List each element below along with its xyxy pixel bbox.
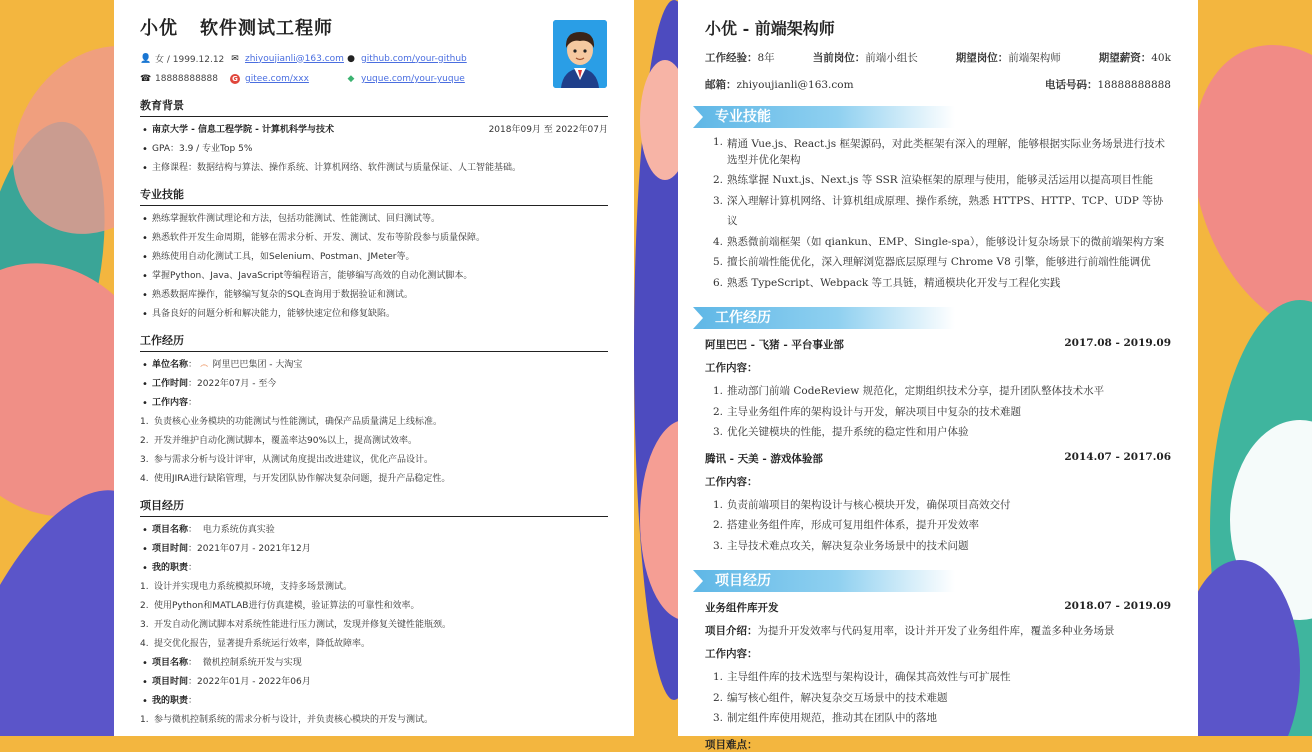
- job-item: 3. 主导技术难点攻关，解决复杂业务场景中的技术问题: [713, 539, 969, 552]
- skill-item: • 掌握Python、Java、JavaScript等编程语言，能够编写高效的自动化测试脚本。: [140, 267, 608, 286]
- skill-item: • 熟练使用自动化测试工具，如Selenium、Postman、JMeter等。: [140, 248, 608, 267]
- skill-item: • 熟悉数据库操作，能够编写复杂的SQL查询用于数据验证和测试。: [140, 286, 608, 305]
- job-item: 3. 优化关键模块的性能，提升系统的稳定性和用户体验: [713, 426, 969, 438]
- project-items: [705, 667, 1171, 729]
- project-item: 3. 制定组件库使用规范，推动其在团队中的落地: [713, 712, 937, 724]
- project-content-label: 工作内容：: [705, 648, 758, 660]
- project-section-header: 项目经历: [693, 570, 955, 592]
- skill-item: 5. 擅长前端性能优化，深入理解浏览器底层原理与 Chrome V8 引擎，能够进行前端性能调优: [713, 256, 1151, 268]
- skill-item: • 熟悉软件开发生命周期，能够在需求分析、开发、测试、发布等阶段参与质量保障。: [140, 229, 608, 248]
- skills-section: [140, 186, 608, 324]
- skills-section-header: 专业技能: [693, 106, 955, 128]
- project-intro: 项目介绍：为提升开发效率与代码复用率，设计并开发了业务组件库，覆盖多种业务场景: [705, 625, 1115, 637]
- person-icon: 👤: [140, 53, 152, 64]
- work-section-header: 工作经历: [693, 307, 955, 329]
- contact-gender-birth: 👤 女 / 1999.12.12: [140, 53, 225, 65]
- project-item: 1. 主导组件库的技术选型与架构设计，确保其高效性与可扩展性: [713, 671, 1011, 683]
- project-name-row: • 项目名称： 微机控制系统开发与实现: [140, 654, 608, 673]
- work-heading: 工作经历: [140, 332, 608, 352]
- project-item: 2. 使用Python和MATLAB进行仿真建模，验证算法的可靠性和效率。: [140, 601, 420, 611]
- project-difficulty-label: 项目难点：: [705, 738, 758, 751]
- project-name: 微机控制系统开发与实现: [202, 658, 302, 668]
- education-heading: 教育背景: [140, 97, 608, 117]
- education-courses: • 主修课程：数据结构与算法、操作系统、计算机网络、软件测试与质量保证、人工智能基础。: [140, 159, 608, 178]
- job-item: 2. 主导业务组件库的架构设计与开发，解决项目中复杂的技术难题: [713, 405, 1021, 418]
- project-time: 2021年07月 - 2021年12月: [197, 544, 311, 554]
- skill-item: • 熟练掌握软件测试理论和方法，包括功能测试、性能测试、回归测试等。: [140, 210, 608, 229]
- job-item: 1. 负责前端项目的架构设计与核心模块开发，确保项目高效交付: [713, 498, 1011, 511]
- work-company: 阿里巴巴集团 - 大淘宝: [212, 360, 303, 370]
- project-header: 业务组件库开发 2018.07 - 2019.09: [705, 600, 1171, 614]
- work-item: 4. 使用JIRA进行缺陷管理，与开发团队协作解决复杂问题，提升产品稳定性。: [140, 474, 451, 484]
- job-items: [705, 381, 1171, 443]
- contact-gitee[interactable]: G gitee.com/xxx: [230, 74, 346, 84]
- taobao-logo-icon: ෴: [199, 360, 209, 370]
- candidate-role: 软件测试工程师: [200, 18, 333, 39]
- skill-item: 2. 熟练掌握 Nuxt.js、Next.js 等 SSR 渲染框架的原理与使用，能够灵活运用以提高项目性能: [713, 174, 1154, 186]
- job-header: 阿里巴巴 - 飞猪 - 平台事业部 2017.08 - 2019.09: [705, 337, 1171, 351]
- yuque-icon: ◆: [347, 74, 355, 84]
- job-item: 2. 搭建业务组件库，形成可复用组件体系，提升开发效率: [713, 519, 979, 531]
- education-section: [140, 97, 608, 178]
- project-name: 电力系统仿真实验: [202, 525, 275, 535]
- resume-page-right: [678, 0, 1198, 751]
- resume-title: 小优 - 前端架构师: [705, 19, 835, 38]
- work-time-row: • 工作时间：2022年07月 - 至今: [140, 375, 608, 394]
- contact-yuque[interactable]: ◆ yuque.com/your-yuque: [347, 74, 465, 84]
- resume-page-left: [114, 0, 634, 736]
- education-school: • 南京大学 - 信息工程学院 - 计算机科学与技术: [152, 125, 335, 135]
- work-item: 1. 负责核心业务模块的功能测试与性能测试，确保产品质量满足上线标准。: [140, 417, 443, 427]
- resume-header: [140, 14, 608, 40]
- candidate-name: 小优: [140, 18, 178, 39]
- project-item: 2. 编写核心组件，解决复杂交互场景中的技术难题: [713, 691, 948, 704]
- education-school-row: [140, 121, 608, 140]
- project-item: 4. 提交优化报告，显著提升系统运行效率，降低故障率。: [140, 639, 371, 649]
- project-time-row: • 项目时间：2022年01月 - 2022年06月: [140, 673, 608, 692]
- job-content-label: 工作内容：: [705, 362, 758, 374]
- gitee-icon: G: [230, 74, 240, 84]
- project-duty-label: • 我的职责：: [140, 559, 608, 578]
- info-expected-position: 期望岗位：前端架构师: [955, 52, 1061, 64]
- job-items: [705, 495, 1171, 557]
- skill-item: 3. 深入理解计算机网络、计算机组成原理、操作系统，熟悉 HTTPS、HTTP、TCP、UDP 等协议: [713, 194, 1164, 227]
- info-experience: 工作经验：8年: [705, 52, 775, 64]
- contact-grid: [140, 52, 540, 84]
- contact-row: [705, 77, 1171, 92]
- project-duty-label: • 我的职责：: [140, 692, 608, 711]
- projects-heading: 项目经历: [140, 497, 608, 517]
- skills-heading: 专业技能: [140, 186, 608, 206]
- skill-item: 6. 熟悉 TypeScript、Webpack 等工具链，精通模块化开发与工程化实践: [713, 276, 1061, 289]
- education-gpa: • GPA：3.9 / 专业Top 5%: [140, 140, 608, 159]
- job-item: 1. 推动部门前端 CodeReview 规范化，定期组织技术分享，提升团队整体技术水平: [713, 385, 1105, 397]
- phone-icon: ☎: [140, 74, 152, 84]
- github-icon: ●: [347, 53, 355, 64]
- contact-github[interactable]: ● github.com/your-github: [347, 53, 467, 64]
- avatar: [553, 20, 607, 88]
- skill-item: • 具备良好的问题分析和解决能力，能够快速定位和修复缺陷。: [140, 305, 608, 324]
- project-time-row: • 项目时间：2021年07月 - 2021年12月: [140, 540, 608, 559]
- project-item: 1. 参与微机控制系统的需求分析与设计，并负责核心模块的开发与测试。: [140, 715, 434, 725]
- info-phone: 电话号码：18888888888: [1045, 79, 1171, 91]
- info-expected-salary: 期望薪资：40k: [1098, 52, 1171, 64]
- projects-section: [140, 497, 608, 730]
- work-company-row: • 单位名称： ෴ 阿里巴巴集团 - 大淘宝: [140, 356, 608, 375]
- mail-icon: ✉: [231, 53, 239, 64]
- contact-email[interactable]: ✉ zhiyoujianli@163.com: [231, 53, 344, 64]
- skills-list: [705, 134, 1171, 293]
- work-content-label: • 工作内容：: [140, 394, 608, 413]
- contact-phone: ☎ 18888888888: [140, 74, 218, 84]
- info-email: 邮箱：zhiyoujianli@163.com: [705, 79, 854, 91]
- project-time: 2022年01月 - 2022年06月: [197, 677, 311, 687]
- project-item: 3. 开发自动化测试脚本对系统性能进行压力测试，发现并修复关键性能瓶颈。: [140, 620, 452, 630]
- skill-item: 4. 熟悉微前端框架（如 qiankun、EMP、Single-spa），能够设计复杂场景下的微前端架构方案: [713, 235, 1165, 248]
- work-section: [140, 332, 608, 489]
- education-period: 2018年09月 至 2022年07月: [488, 125, 608, 135]
- info-current-position: 当前岗位：前端小组长: [812, 52, 918, 64]
- skill-item: 1. 精通 Vue.js、React.js 框架源码，对此类框架有深入的理解，能够根据实际业务场景进行技术选型并优化架构: [713, 136, 1166, 166]
- job-content-label: 工作内容：: [705, 475, 758, 488]
- work-item: 3. 参与需求分析与设计评审，从测试角度提出改进建议，优化产品设计。: [140, 455, 434, 465]
- info-row: [705, 50, 1171, 65]
- job-header: 腾讯 - 天美 - 游戏体验部 2014.07 - 2017.06: [705, 450, 1171, 465]
- project-name-row: • 项目名称： 电力系统仿真实验: [140, 521, 608, 540]
- work-time: 2022年07月 - 至今: [197, 379, 277, 389]
- work-item: 2. 开发并维护自动化测试脚本，覆盖率达90%以上，提高测试效率。: [140, 436, 418, 446]
- project-item: 1. 设计并实现电力系统模拟环境，支持多场景测试。: [140, 582, 353, 592]
